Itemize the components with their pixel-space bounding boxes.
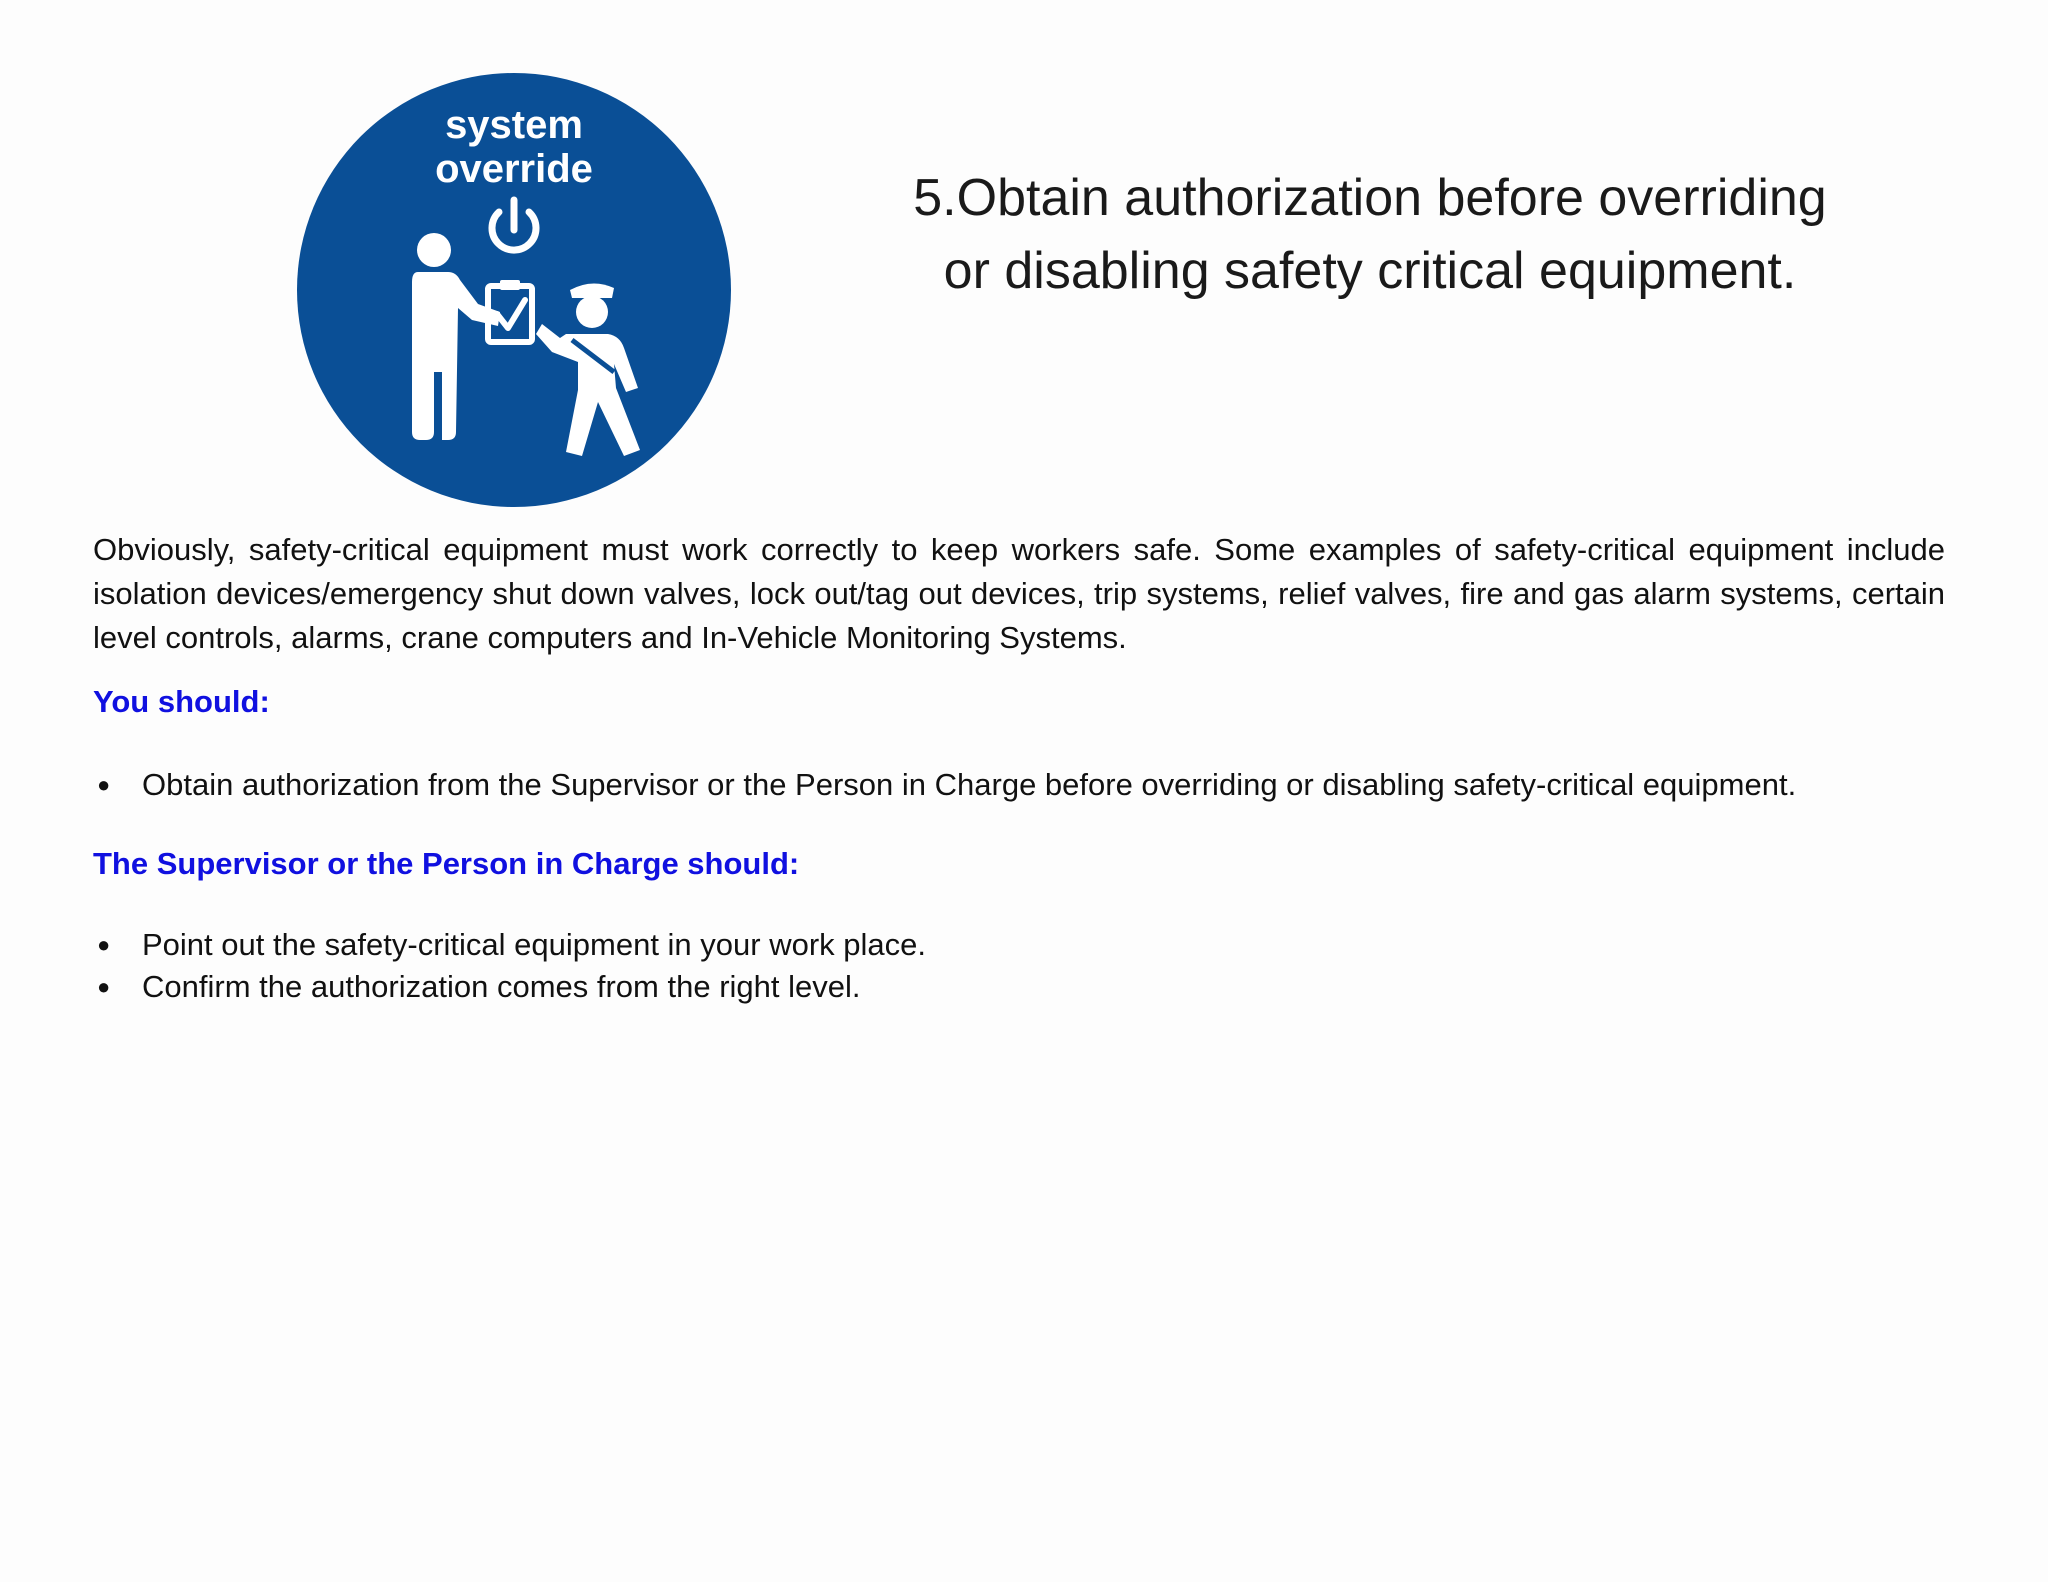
system-override-sign (296, 72, 732, 508)
supervisor-should-heading: The Supervisor or the Person in Charge should: (93, 846, 800, 881)
bullet-icon: ● (97, 932, 111, 957)
list-item-text: Confirm the authorization comes from the right level. (142, 969, 861, 1004)
list-item (93, 966, 926, 1008)
sign-text-line2: override (435, 147, 593, 191)
bullet-icon: ● (97, 974, 111, 999)
list-item-text: Obtain authorization from the Supervisor or the Person in Charge before overriding or disabling safety-critical equipment. (142, 767, 1797, 802)
supervisor-should-list (93, 924, 926, 1008)
sign-text-line1: system (445, 103, 583, 147)
bullet-icon: ● (97, 772, 111, 797)
list-item-text: Point out the safety-critical equipment in your work place. (142, 927, 926, 962)
title-line-2: or disabling safety critical equipment. (943, 242, 1797, 300)
list-item (93, 924, 926, 966)
system-override-icon (296, 72, 732, 508)
title-line-1: 5.Obtain authorization before overriding (913, 169, 1827, 227)
page-title (850, 162, 1890, 308)
you-should-list (93, 764, 1796, 806)
you-should-heading: You should: (93, 684, 270, 719)
list-item (93, 764, 1796, 806)
intro-paragraph: Obviously, safety-critical equipment must work correctly to keep workers safe. Some examples of safety-critical equipment include isolation devices/emergency shut down valves, lock out/tag out devices, trip systems, relief valves, fire and gas alarm systems, certain level controls, alarms, crane computers and In-Vehicle Monitoring Systems. (93, 532, 1945, 655)
